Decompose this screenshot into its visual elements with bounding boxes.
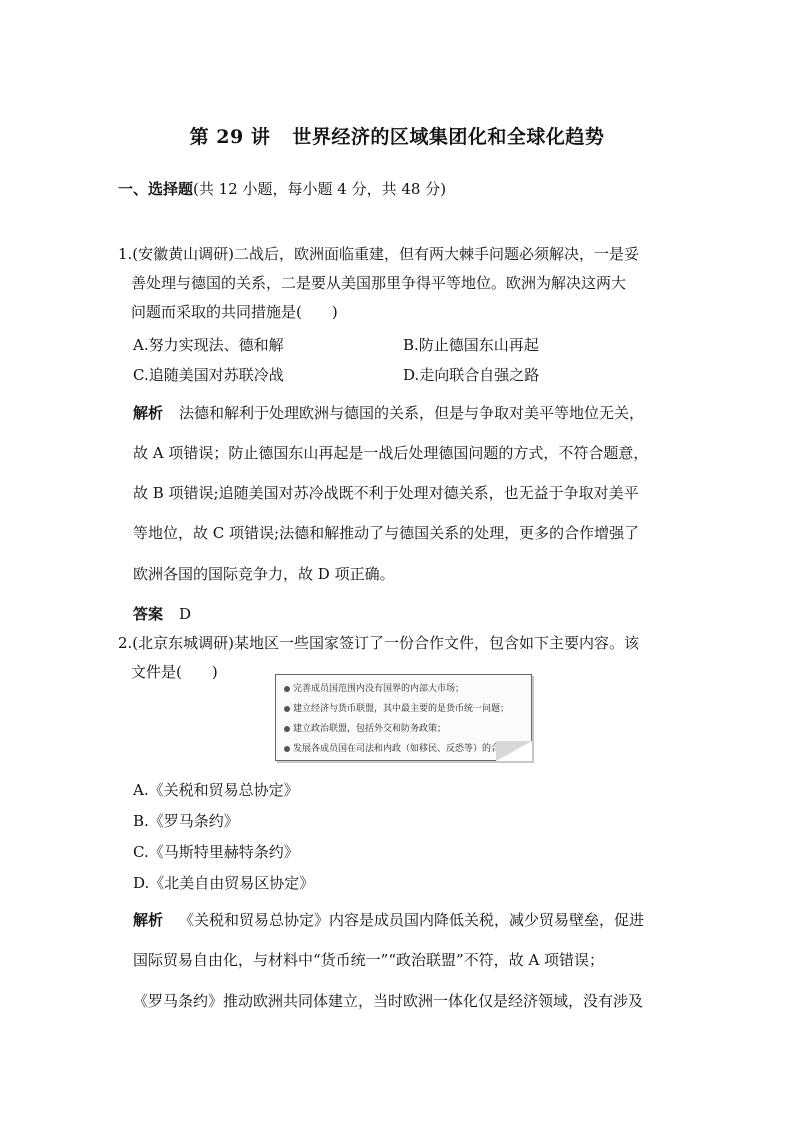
q1-answer-value: D	[179, 605, 192, 623]
q1-stem-line-3: 问题而采取的共同措施是( )	[131, 303, 338, 321]
q1-answer-label: 答案	[133, 605, 164, 623]
section-note: (共 12 小题，每小题 4 分，共 48 分)	[193, 180, 447, 198]
page-curl-icon	[496, 741, 532, 761]
q2-box-item-text: 建立政治联盟，包括外交和防务政策；	[293, 724, 447, 734]
q2-stem-line-2: 文件是( )	[131, 663, 218, 681]
q2-analysis-text-1: 《关税和贸易总协定》内容是成员国内降低关税，减少贸易壁垒，促进	[179, 911, 645, 929]
q2-box-item-text: 完善成员国范围内没有国界的内部大市场；	[293, 684, 465, 694]
q1-option-d: D.走向联合自强之路	[403, 366, 540, 384]
section-heading-label: 一、选择题	[118, 180, 194, 198]
q1-answer	[133, 603, 191, 624]
q1-analysis-line-5: 欧洲各国的国际竞争力，故 D 项正确。	[133, 565, 395, 583]
q2-option-a: A.《关税和贸易总协定》	[133, 781, 299, 799]
q1-analysis-line-1	[133, 402, 644, 423]
q1-analysis-line-3: 故 B 项错误;追随美国对苏冷战既不利于处理对德关系，也无益于争取对美平	[133, 484, 639, 502]
q1-stem-line-1: 1.(安徽黄山调研)二战后，欧洲面临重建，但有两大棘手问题必须解决，一是妥	[118, 245, 640, 263]
lecture-topic: 世界经济的区域集团化和全球化趋势	[292, 126, 605, 148]
q2-box-item	[284, 681, 464, 694]
q1-analysis-line-4: 等地位，故 C 项错误;法德和解推动了与德国关系的处理，更多的合作增强了	[133, 524, 640, 542]
q2-analysis-line-1	[133, 909, 644, 930]
q2-option-b: B.《罗马条约》	[133, 812, 239, 830]
q1-analysis-line-2: 故 A 项错误；防止德国东山再起是一战后处理德国问题的方式，不符合题意，	[133, 444, 649, 462]
q2-document-box	[275, 674, 532, 761]
q2-box-item-text: 建立经济与货币联盟，其中最主要的是货币统一问题；	[293, 704, 510, 714]
bullet-icon	[284, 706, 290, 712]
q2-analysis-line-2: 国际贸易自由化，与材料中“货币统一”“政治联盟”不符，故 A 项错误；	[133, 951, 605, 969]
q2-stem-line-1: 2.(北京东城调研)某地区一些国家签订了一份合作文件，包含如下主要内容。该	[118, 634, 640, 652]
section-heading	[118, 178, 446, 199]
lecture-number: 第 29 讲	[189, 126, 271, 148]
q1-analysis-text-1: 法德和解利于处理欧洲与德国的关系，但是与争取对美平等地位无关，	[179, 404, 645, 422]
bullet-icon	[284, 746, 290, 752]
q2-option-d: D.《北美自由贸易区协定》	[133, 874, 315, 892]
q2-analysis-label: 解析	[133, 911, 164, 929]
q1-option-b: B.防止德国东山再起	[403, 336, 539, 354]
q2-box-item	[284, 701, 509, 714]
q1-analysis-label: 解析	[133, 404, 164, 422]
q2-option-c: C.《马斯特里赫特条约》	[133, 843, 299, 861]
q2-analysis-line-3: 《罗马条约》推动欧洲共同体建立，当时欧洲一体化仅是经济领域，没有涉及	[133, 992, 644, 1010]
q1-option-c: C.追随美国对苏联冷战	[133, 366, 284, 384]
q1-stem-line-2: 善处理与德国的关系，二是要从美国那里争得平等地位。欧洲为解决这两大	[131, 274, 627, 292]
page-title	[0, 122, 794, 149]
bullet-icon	[284, 686, 290, 692]
q2-box-item	[284, 721, 446, 734]
q2-box-item-text: 发展各成员国在司法和内政（如移民、反恐等）的合作。	[293, 744, 519, 754]
q1-option-a: A.努力实现法、德和解	[133, 336, 284, 354]
bullet-icon	[284, 726, 290, 732]
q2-box-item	[284, 741, 518, 754]
